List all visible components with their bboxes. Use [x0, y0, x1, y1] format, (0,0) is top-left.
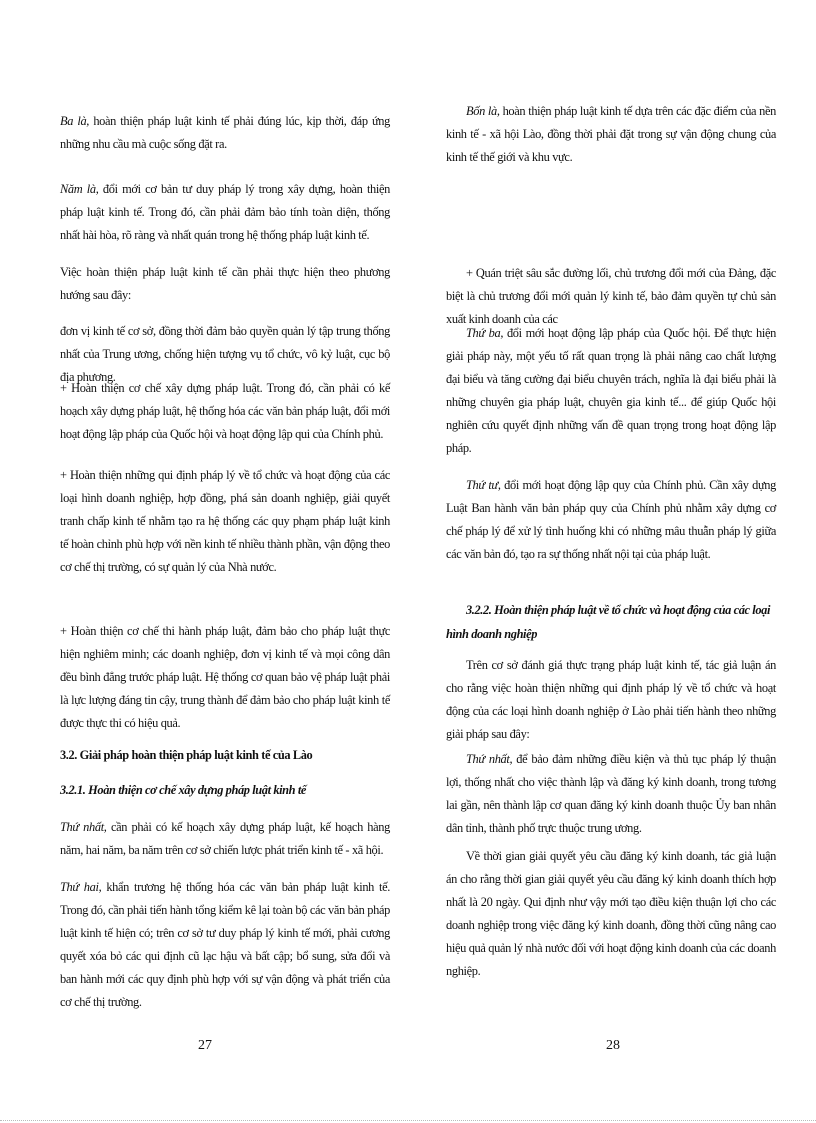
paragraph-text: Về thời gian giải quyết yêu cầu đăng ký kinh doanh, tác giả luận án cho rằng thời gian giải quyết yêu cầu đăng ký kinh doanh thích hợp nhất là 20 ngày. Qui định như vậy mới tạo điều kiện thuận lợi cho các doanh nghiệp trong việc đăng ký kinh doanh, đồng thời cũng nâng cao hiệu quả quản lý nhà nước đối với hoạt động kinh doanh của các doanh nghiệp.	[446, 849, 776, 978]
lead-italic: Thứ tư,	[466, 478, 501, 492]
lead-italic: Thứ ba,	[466, 326, 504, 340]
paragraph-text: + Hoàn thiện cơ chế xây dựng pháp luật. Trong đó, cần phải có kế hoạch xây dựng pháp luật, hệ thống hóa các văn bản pháp luật, đổi mới hoạt động lập pháp của Quốc hội và hoạt động lập qui của Chính phủ.	[60, 381, 390, 441]
paragraph-text: cần phải có kế hoạch xây dựng pháp luật, kế hoạch hàng năm, hai năm, ba năm trên cơ sở chiến lược phát triển kinh tế - xã hội.	[60, 820, 390, 857]
paragraph-text: + Quán triệt sâu sắc đường lối, chủ trương đổi mới của Đảng, đặc biệt là chủ trương đổi mới quản lý kinh tế, bảo đảm quyền tự chủ sản xuất kinh doanh của các	[446, 266, 776, 326]
paragraph-text: hoàn thiện pháp luật kinh tế dựa trên các đặc điểm của nền kinh tế - xã hội Lào, đồng thời phải đặt trong sự vận động chung của kinh tế thế giới và khu vực.	[446, 104, 777, 164]
subsection-heading: 3.2.2. Hoàn thiện pháp luật về tổ chức và hoạt động của các loại hình doanh nghiệp	[446, 603, 770, 641]
paragraph	[60, 110, 390, 156]
paragraph	[60, 816, 390, 862]
paragraph-text: Việc hoàn thiện pháp luật kinh tế cần phải thực hiện theo phương hướng sau đây:	[60, 265, 390, 302]
section-heading: 3.2. Giải pháp hoàn thiện pháp luật kinh tế của Lào	[60, 748, 313, 762]
lead-italic: Thứ nhất,	[466, 752, 513, 766]
paragraph	[446, 748, 776, 840]
paragraph	[60, 464, 390, 579]
paragraph	[446, 100, 776, 169]
paragraph-text: đơn vị kinh tế cơ sở, đồng thời đảm bảo quyền quản lý tập trung thống nhất của Trung ương, chống hiện tượng vụ tổ chức, vô kỷ luật, cục bộ địa phương.	[60, 324, 390, 384]
bottom-divider	[0, 1120, 816, 1121]
paragraph	[60, 876, 390, 1014]
page-number: 27	[198, 1038, 212, 1053]
paragraph-text: + Hoàn thiện cơ chế thi hành pháp luật, đảm bảo cho pháp luật thực hiện nghiêm minh; các doanh nghiệp, đơn vị kinh tế và mọi công dân đều bình đẳng trước pháp luật. Hệ thống cơ quan bảo vệ pháp luật phải là lực lượng đáng tin cậy, trung thành để đảm bảo cho pháp luật kinh tế được thực thi có hiệu quả.	[60, 624, 390, 730]
paragraph-text: + Hoàn thiện những qui định pháp lý về tổ chức và hoạt động của các loại hình doanh nghiệp, hợp đồng, phá sản doanh nghiệp, giải quyết tranh chấp kinh tế nhằm tạo ra hệ thống các quy phạm pháp luật kinh tế hoàn chỉnh phù hợp với nền kinh tế nhiều thành phần, vận động theo cơ chế thị trường, có sự quản lý của Nhà nước.	[60, 468, 390, 574]
paragraph-text: để bảo đảm những điều kiện và thủ tục pháp lý thuận lợi, thống nhất cho việc thành lập và đăng ký kinh doanh, trong tương lai gần, nên thành lập cơ quan đăng ký kinh doanh thuộc Ủy ban nhân dân tỉnh, thành phố trực thuộc trung ương.	[446, 752, 776, 835]
subsection-heading: 3.2.1. Hoàn thiện cơ chế xây dựng pháp luật kinh tế	[60, 783, 306, 797]
paragraph	[446, 845, 776, 983]
paragraph	[60, 620, 390, 735]
lead-italic: Năm là,	[60, 182, 99, 196]
paragraph-text: hoàn thiện pháp luật kinh tế phải đúng lúc, kịp thời, đáp ứng những nhu cầu mà cuộc sống đặt ra.	[60, 114, 391, 151]
paragraph-text: đổi mới hoạt động lập quy của Chính phủ. Cần xây dựng Luật Ban hành văn bản pháp quy của Chính phủ nhằm xây dựng cơ chế pháp lý để xử lý tình huống khi có những mâu thuẫn pháp lý giữa các văn bản đó, tạo ra sự thống nhất nội tại của pháp luật.	[446, 478, 776, 561]
paragraph-text: Trên cơ sở đánh giá thực trạng pháp luật kinh tế, tác giả luận án cho rằng việc hoàn thiện những qui định pháp lý về tổ chức và hoạt động của các loại hình doanh nghiệp ở Lào phải tiến hành theo những giải pháp sau đây:	[446, 658, 776, 741]
paragraph	[446, 262, 776, 331]
paragraph-text: đổi mới cơ bản tư duy pháp lý trong xây dựng, hoàn thiện pháp luật kinh tế. Trong đó, cần phải đảm bảo tính toàn diện, thống nhất hài hòa, rõ ràng và nhất quán trong hệ thống pháp luật kinh tế.	[60, 182, 390, 242]
lead-italic: Thứ nhất,	[60, 820, 107, 834]
paragraph	[60, 377, 390, 446]
paragraph	[446, 654, 776, 746]
paragraph	[60, 178, 390, 247]
paragraph	[446, 322, 776, 460]
page-number: 28	[606, 1038, 620, 1053]
lead-italic: Ba là,	[60, 114, 90, 128]
paragraph	[60, 261, 390, 307]
lead-italic: Thứ hai,	[60, 880, 102, 894]
lead-italic: Bốn là,	[466, 104, 500, 118]
paragraph-text: đổi mới hoạt động lập pháp của Quốc hội. Để thực hiện giải pháp này, một yếu tố rất quan trọng là phải nâng cao chất lượng đại biểu và tăng cường đại biểu chuyên trách, nghĩa là đại biểu phải là những chuyên gia pháp luật, chuyên gia kinh tế... để giúp Quốc hội nghiên cứu quyết định những vấn đề quan trọng trong hoạt động lập pháp.	[446, 326, 776, 455]
paragraph	[446, 474, 776, 566]
paragraph-text: khẩn trương hệ thống hóa các văn bản pháp luật kinh tế. Trong đó, cần phải tiến hành tổng kiểm kê lại toàn bộ các văn bản pháp luật kinh tế hiện có; trên cơ sở tư duy pháp lý kinh tế mới, phải cương quyết xóa bỏ các qui định cũ lạc hậu và bất cập; bổ sung, sửa đổi và ban hành mới các quy định phù hợp với sự vận động và phát triển của cơ chế thị trường.	[60, 880, 390, 1009]
